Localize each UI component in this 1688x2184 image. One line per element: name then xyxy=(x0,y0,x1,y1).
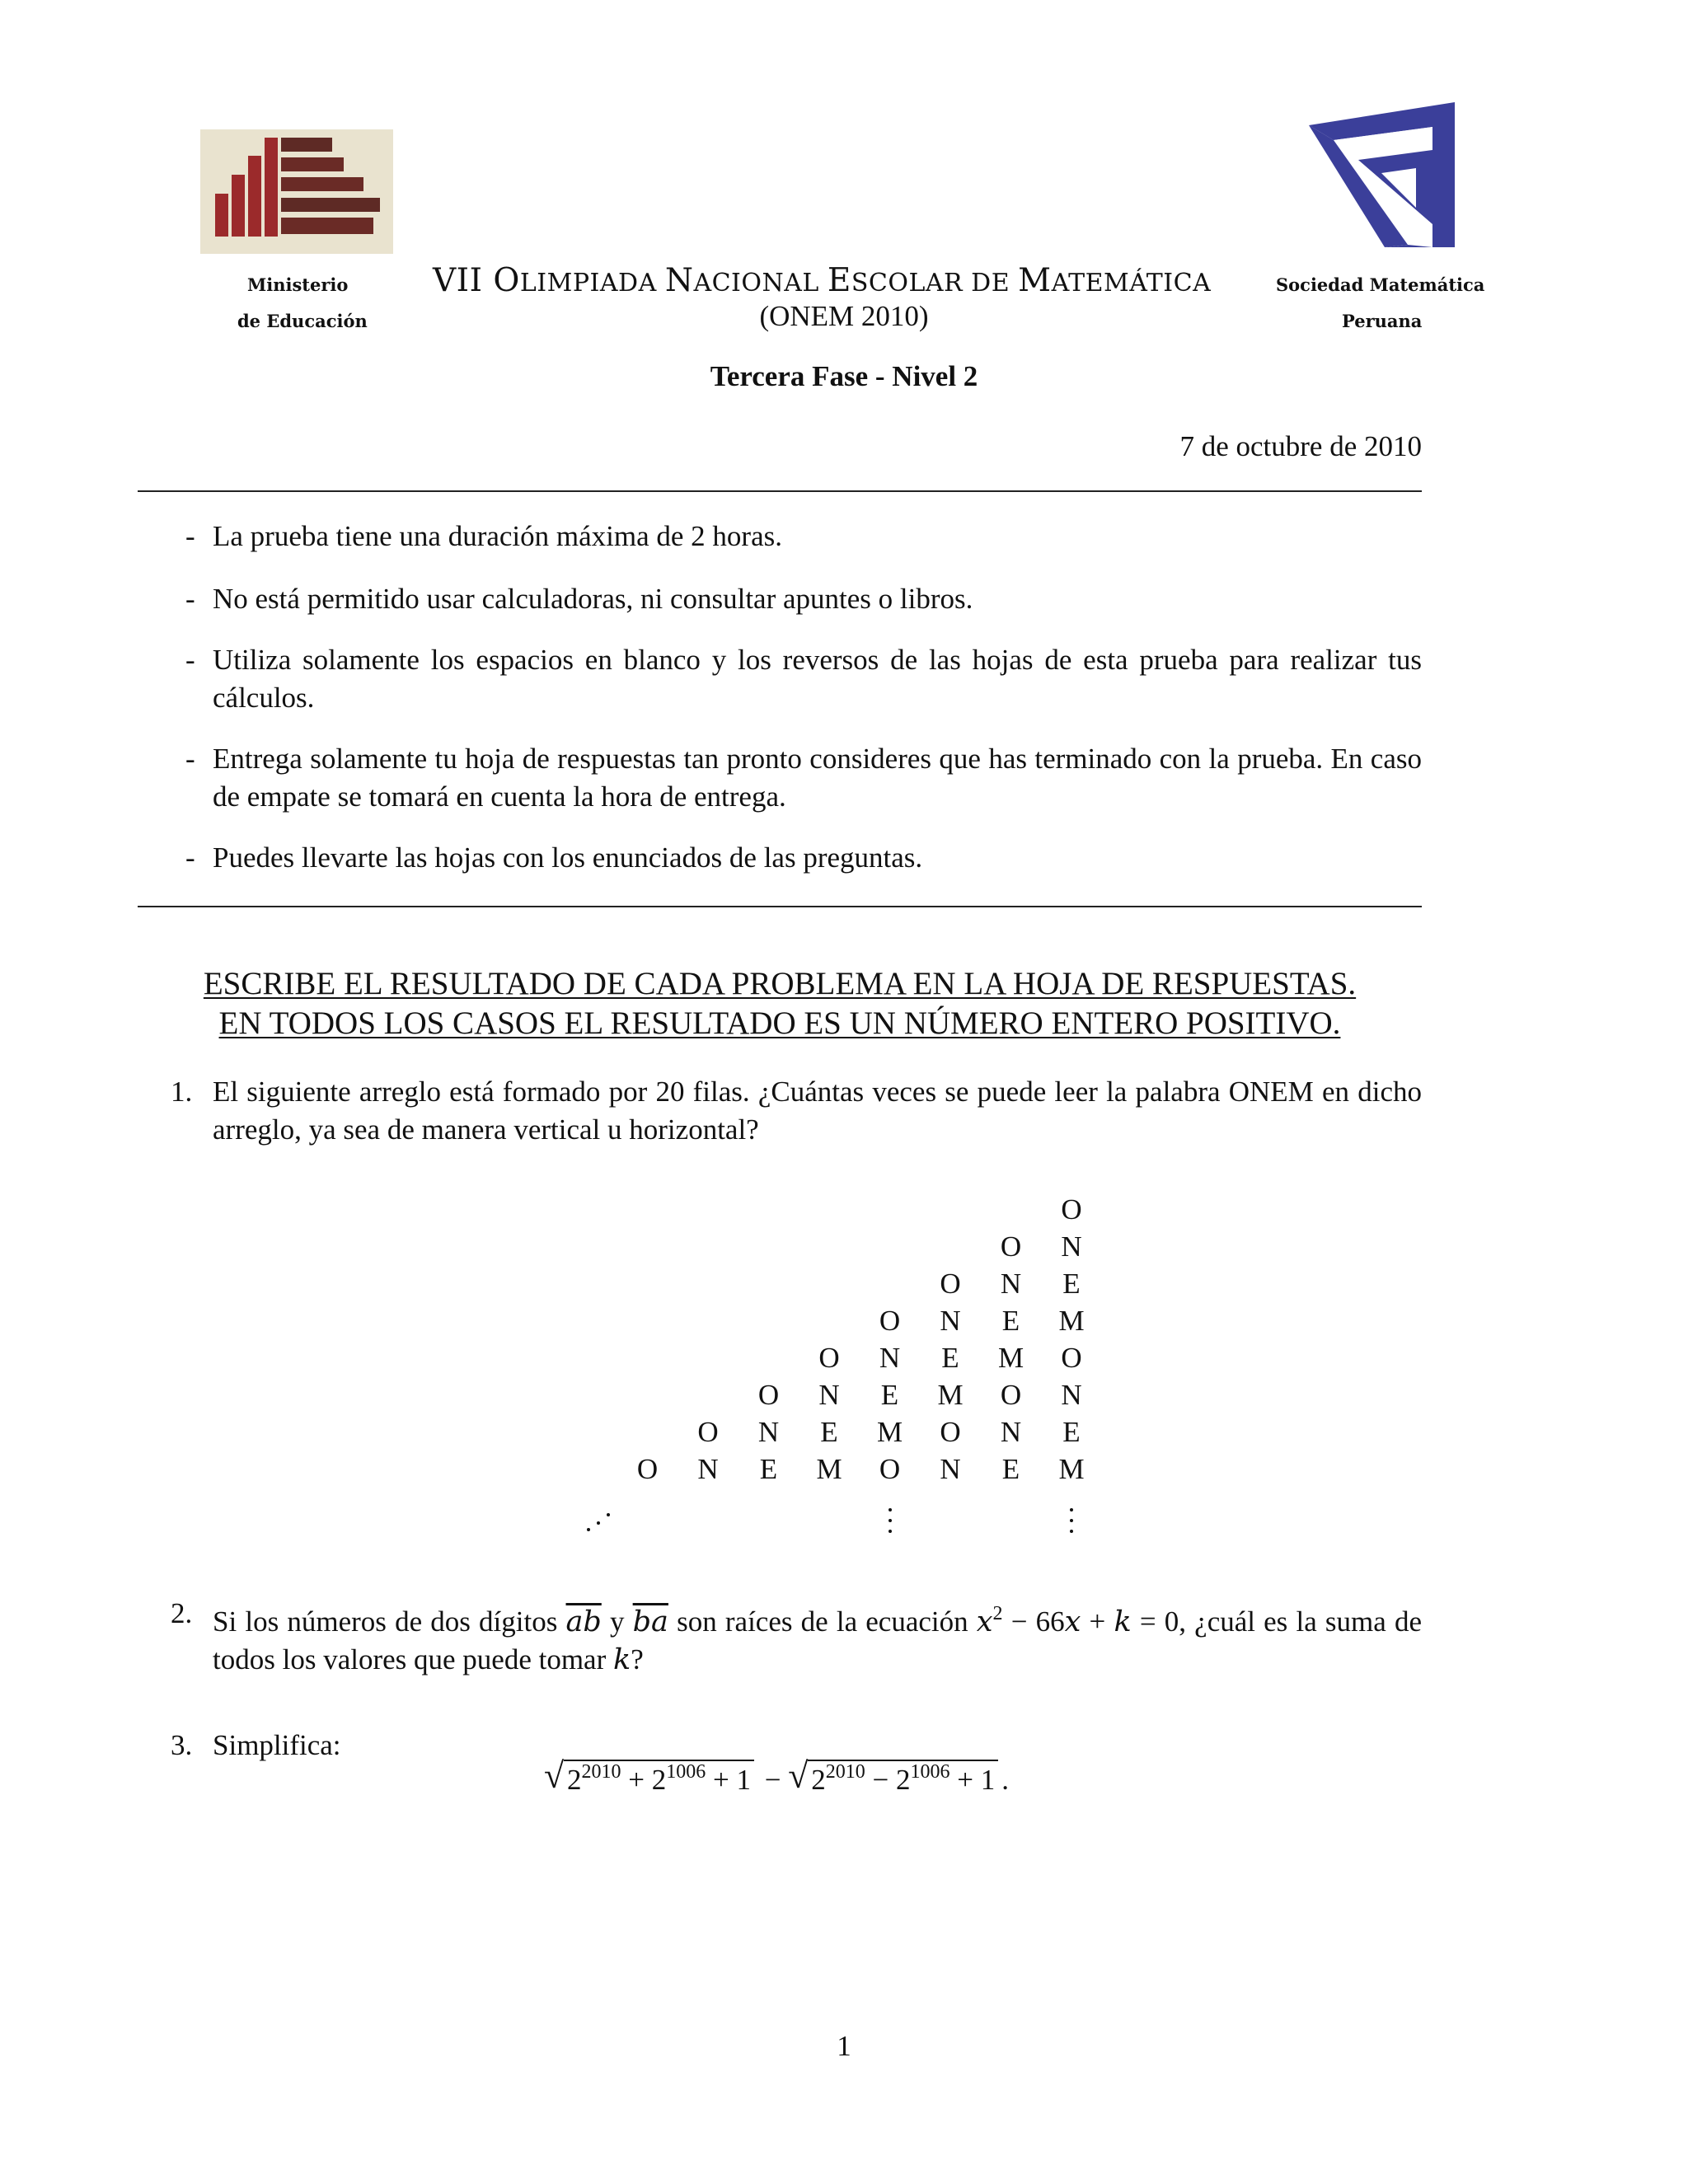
term: + 1 xyxy=(706,1764,751,1796)
grid-letter: E xyxy=(941,1342,959,1374)
title-part: LIMPIADA xyxy=(519,269,665,298)
vertical-dots xyxy=(1067,1508,1076,1540)
vertical-dots xyxy=(886,1508,894,1540)
text-span: Si los números de dos dígitos xyxy=(213,1605,566,1638)
base: 2 xyxy=(567,1764,582,1796)
instruction-line1 xyxy=(138,964,1422,1004)
grid-letter: N xyxy=(940,1453,961,1485)
grid-letter: E xyxy=(820,1416,838,1448)
grid-letter: O xyxy=(940,1268,961,1300)
instruction-line2 xyxy=(138,1004,1422,1043)
problem-number: 3. xyxy=(171,1729,193,1761)
title-part: O xyxy=(493,262,520,299)
bullet-dash: - xyxy=(185,520,195,552)
title-part: N xyxy=(664,262,694,299)
problem-2 xyxy=(171,1595,1422,1679)
grid-letter: M xyxy=(876,1416,903,1448)
grid-letter: M xyxy=(1058,1453,1085,1485)
instruction-text: ESCRIBE EL RESULTADO DE CADA PROBLEMA EN LA HOJA DE RESPUESTAS. xyxy=(203,966,1357,1001)
text-span: son raíces de la ecuación xyxy=(668,1605,977,1638)
rule-text: La prueba tiene una duración máxima de 2 horas. xyxy=(213,520,782,552)
rule-text: Puedes llevarte las hojas con los enunciados de las preguntas. xyxy=(213,841,923,874)
title-part: ACIONAL xyxy=(693,269,828,298)
grid-letter: N xyxy=(818,1379,840,1411)
grid-letter: N xyxy=(940,1305,961,1337)
problem-text: Simplifica: xyxy=(213,1729,341,1761)
bullet-dash: - xyxy=(185,743,195,775)
problem-number: 1. xyxy=(171,1076,193,1108)
title-part: SCOLAR DE xyxy=(851,269,1019,298)
grid-letter: E xyxy=(1062,1268,1081,1300)
page-number: 1 xyxy=(837,2030,851,2062)
math-k: k xyxy=(613,1643,631,1676)
exponent: 1006 xyxy=(910,1761,950,1783)
grid-letter: E xyxy=(1001,1453,1020,1485)
radical-sign: √ xyxy=(544,1755,565,1796)
bullet-dash: - xyxy=(185,644,195,676)
math-exponent: 2 xyxy=(992,1603,1003,1624)
title-part: ATEMÁTICA xyxy=(1051,269,1212,298)
grid-letter: O xyxy=(940,1416,961,1448)
olympiad-title xyxy=(433,262,1211,299)
exponent: 2010 xyxy=(825,1761,865,1783)
rule-item xyxy=(185,580,1422,618)
radical-sign: √ xyxy=(788,1755,809,1796)
rule-text: Utiliza solamente los espacios en blanco y los reversos de las hojas de esta prueba para realizar tus cálculos. xyxy=(213,644,1422,714)
term: + 2 xyxy=(621,1764,667,1796)
grid-letter: N xyxy=(757,1416,780,1448)
term: + 1 xyxy=(950,1764,996,1796)
text-span: = 0, ¿cuál es la suma de todos los valores que puede tomar xyxy=(213,1605,1422,1675)
term: − 2 xyxy=(865,1764,911,1796)
sociedad-label-line2: Peruana xyxy=(1342,311,1423,331)
ministerio-logo xyxy=(200,129,393,254)
problem-1 xyxy=(171,1073,1422,1149)
rule-item xyxy=(185,641,1422,717)
text-span: + xyxy=(1081,1605,1114,1638)
grid-letter: O xyxy=(879,1305,901,1337)
grid-letter: O xyxy=(636,1453,659,1485)
olympiad-subtitle: (ONEM 2010) xyxy=(759,300,929,332)
grid-letter: N xyxy=(1000,1268,1022,1300)
text-span: ? xyxy=(631,1643,644,1675)
math-x: x xyxy=(976,1605,993,1638)
sqrt-term-1 xyxy=(544,1755,754,1797)
grid-letter: O xyxy=(818,1342,840,1374)
grid-letter: O xyxy=(1061,1193,1082,1226)
title-part: VII xyxy=(433,262,494,299)
math-ab: $\overline{ab}$ xyxy=(565,1605,602,1638)
grid-letter: N xyxy=(1061,1379,1082,1411)
grid-letter: E xyxy=(1001,1305,1020,1337)
exponent: 1006 xyxy=(666,1761,706,1783)
rule-item xyxy=(185,518,1422,555)
grid-letter: E xyxy=(1062,1416,1081,1448)
grid-letter: O xyxy=(697,1416,719,1448)
bullet-dash: - xyxy=(185,583,195,615)
base: 2 xyxy=(811,1764,826,1796)
grid-letter: N xyxy=(1061,1230,1082,1263)
rule-item xyxy=(185,740,1422,816)
grid-letter: O xyxy=(1000,1230,1022,1263)
title-part: E xyxy=(827,262,851,299)
ministerio-label-line2: de Educación xyxy=(237,311,368,331)
grid-letter: M xyxy=(937,1379,964,1411)
rule-text: No está permitido usar calculadoras, ni consultar apuntes o libros. xyxy=(213,583,973,615)
rule-item xyxy=(185,839,1422,877)
exam-date: 7 de octubre de 2010 xyxy=(1179,430,1422,462)
divider-top xyxy=(138,490,1422,492)
math-ba: $\overline{ba}$ xyxy=(632,1605,668,1638)
sociedad-matematica-logo xyxy=(1309,101,1455,247)
grid-letter: O xyxy=(879,1453,901,1485)
text-span: y xyxy=(601,1605,633,1638)
grid-letter: E xyxy=(880,1379,899,1411)
period: . xyxy=(1001,1764,1009,1796)
math-k: k xyxy=(1114,1605,1132,1638)
grid-letter: O xyxy=(1061,1342,1082,1374)
grid-letter: E xyxy=(759,1453,778,1485)
bullet-dash: - xyxy=(185,841,195,874)
grid-letter: N xyxy=(697,1453,719,1485)
math-x: x xyxy=(1064,1605,1081,1638)
sociedad-label-line1: Sociedad Matemática xyxy=(1276,274,1485,295)
instruction-text: EN TODOS LOS CASOS EL RESULTADO ES UN NÚMERO ENTERO POSITIVO. xyxy=(218,1005,1341,1041)
divider-bottom xyxy=(138,906,1422,907)
text-span: − 66 xyxy=(1002,1605,1065,1638)
grid-letter: O xyxy=(1000,1379,1022,1411)
phase-level: Tercera Fase - Nivel 2 xyxy=(710,360,978,392)
problem-text: El siguiente arreglo está formado por 20 filas. ¿Cuántas veces se puede leer la palabra ONEM en dicho arreglo, ya sea de manera vertical u horizontal? xyxy=(213,1076,1422,1146)
problem-number: 2. xyxy=(171,1597,193,1629)
problem-text xyxy=(213,1595,1422,1679)
minus-sign: − xyxy=(757,1764,789,1796)
rule-text: Entrega solamente tu hoja de respuestas tan pronto consideres que has terminado con la prueba. En caso de empate se tomará en cuenta la hora de entrega. xyxy=(213,743,1422,813)
grid-letter: N xyxy=(879,1342,901,1374)
title-part: M xyxy=(1018,262,1052,299)
grid-letter: N xyxy=(1000,1416,1022,1448)
radicand xyxy=(808,1760,998,1797)
grid-letter: O xyxy=(757,1379,780,1411)
radicand xyxy=(564,1760,754,1797)
grid-letter: M xyxy=(816,1453,842,1485)
ministerio-label-line1: Ministerio xyxy=(247,274,349,295)
exponent: 2010 xyxy=(581,1761,621,1783)
sqrt-term-2 xyxy=(788,1755,998,1797)
diagonal-dots xyxy=(585,1510,618,1535)
grid-letter: M xyxy=(997,1342,1025,1374)
simplify-formula xyxy=(544,1755,1009,1797)
grid-letter: M xyxy=(1058,1305,1085,1337)
